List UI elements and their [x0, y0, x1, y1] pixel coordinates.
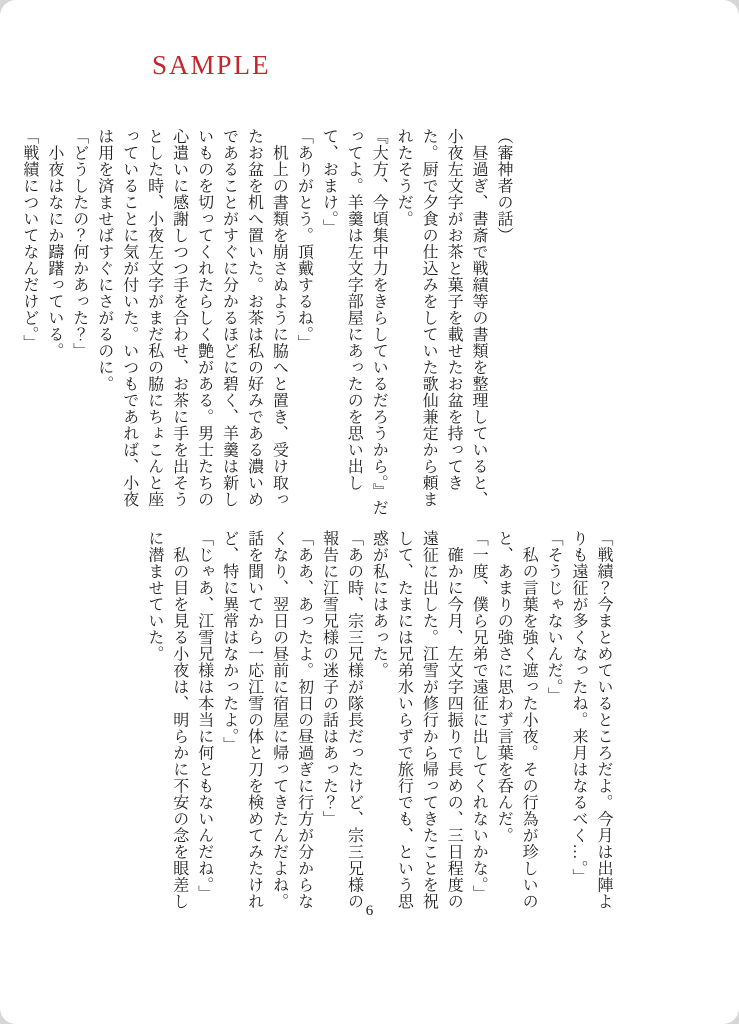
page-number: 6 — [365, 903, 374, 919]
bottom-text-block — [141, 530, 615, 922]
section-heading: （審神者の話） — [495, 128, 512, 244]
paragraph: 「戦績についてなんだけど。」 — [20, 128, 38, 351]
paragraph: 「戦績？今まとめているところだよ。今月は出陣よりも遠征が多くなったね。来月はなるべく…。」 — [570, 530, 612, 910]
paragraph: 昼過ぎ、書斎で戦績等の書類を整理していると、小夜左文字がお茶と菓子を載せたお盆を持ってきた。厨で夕食の仕込みをしていた歌仙兼定から頼まれたそうだ。 — [395, 128, 488, 508]
paragraph: 「どうしたの？何かあった？」 — [70, 128, 88, 359]
paragraph: 「あの時、宗三兄様が隊長だったけど、宗三兄様の報告に江雪兄様の迷子の話はあった？」 — [320, 530, 363, 910]
paragraph: 小夜はなにか躊躇っている。 — [45, 128, 63, 359]
top-text-block — [16, 128, 515, 520]
paragraph: 確かに今月、左文字四振りで長めの、三日程度の遠征に出した。江雪が修行から帰ってきたことを祝して、たまには兄弟水いらずで旅行でも、という思惑が私にはあった。 — [370, 530, 463, 910]
paragraph: 「そうじゃないんだ。」 — [545, 530, 563, 704]
paragraph: 私の言葉を強く遮った小夜。その行為が珍しいのと、あまりの強さに思わず言葉を呑んだ。 — [495, 530, 538, 910]
sample-watermark: SAMPLE — [152, 50, 271, 80]
paragraph: 「一度、僕ら兄弟で遠征に出してくれないかな。」 — [470, 530, 488, 902]
paragraph: 「じゃあ、江雪兄様は本当に何ともないんだね。」 — [195, 530, 213, 902]
paragraph: 「ありがとう。頂戴するね。」 — [295, 128, 313, 351]
paragraph: 私の目を見る小夜は、明らかに不安の念を眼差しに潜ませていた。 — [145, 530, 188, 910]
paragraph: 『大方、今頃集中力をきらしているだろうから。』だってよ。羊羹は左文字部屋にあったのを思い出して、おまけ。」 — [320, 128, 388, 516]
paragraph: 「ああ、あったよ。初日の昼過ぎに行方が分からなくなり、翌日の昼前に宿屋に帰ってきたんだよね。話を聞いてから一応江雪の体と刀を検めてみたけれど、特に異常はなかったよ。」 — [220, 530, 313, 910]
paragraph: 机上の書類を崩さぬように脇へと置き、受け取ったお盆を机へ置いた。お茶は私の好みである濃いめであることがすぐに分かるほどに碧く、羊羹は新しいものを切ってくれたらしく艶がある。男士たちの心遣いに感謝しつつ手を合わせ、お茶に手を出そうとした時、小夜左文字がまだ私の脇にちょこんと座っていることに気が付いた。いつもであれば、小夜は用を済ませばすぐにさがるのに。 — [95, 128, 288, 508]
